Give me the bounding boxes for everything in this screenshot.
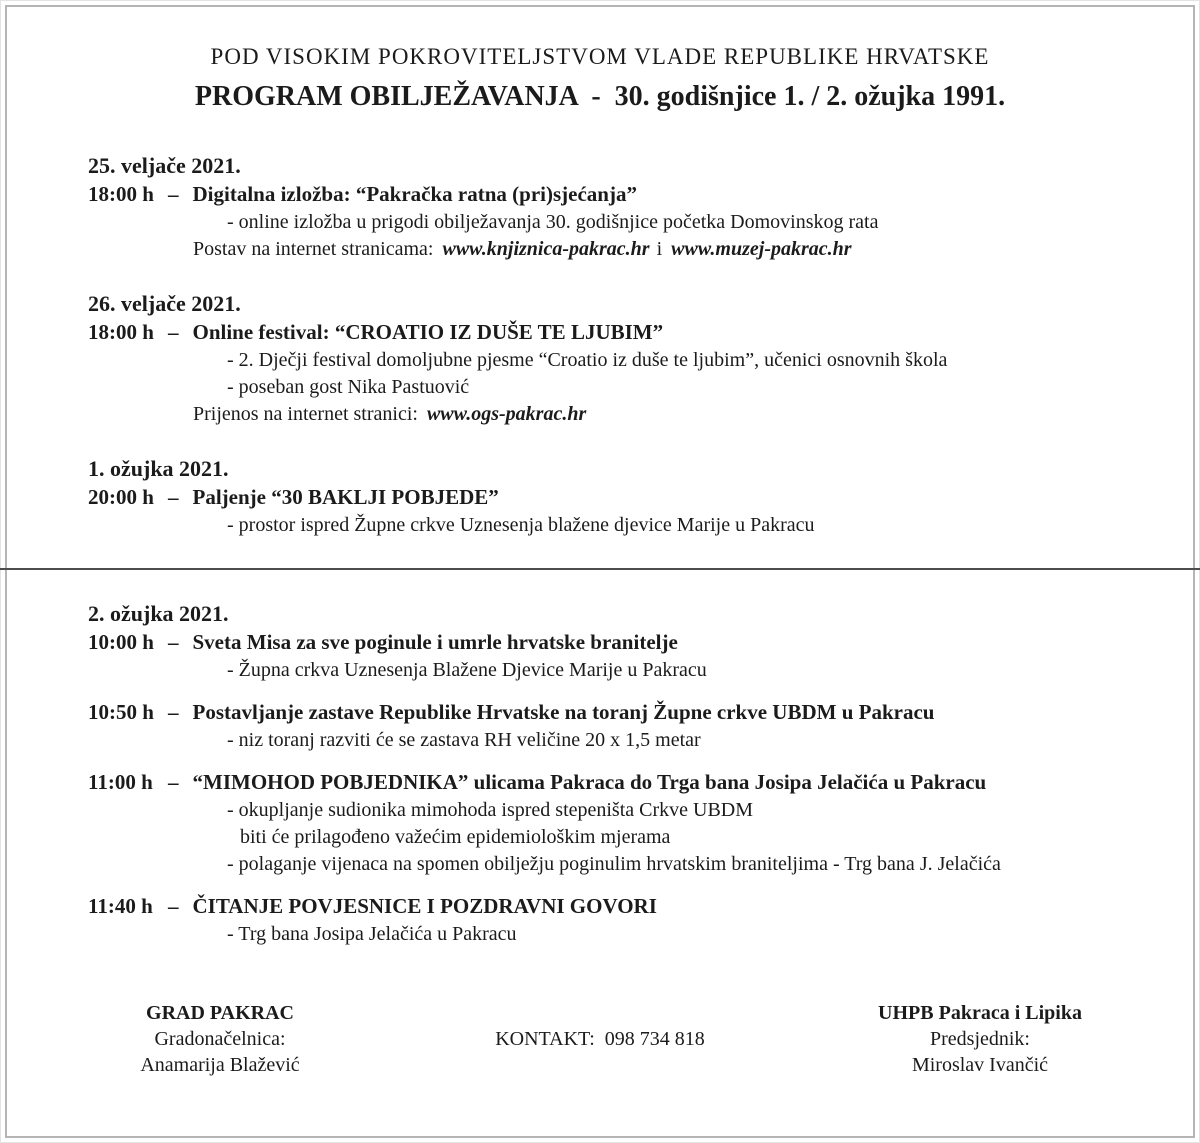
event-time: 20:00 h [88,485,154,509]
dash-separator: – [168,770,179,794]
website-note [193,401,1200,428]
event-time: 11:40 h [88,894,153,918]
event-block [0,318,1200,428]
date-heading: 1. ožujka 2021. [88,456,229,481]
website-url: www.knjiznica-pakrac.hr [442,238,650,260]
role-title: Predsjednik: [930,1028,1030,1050]
event-block [0,698,1200,754]
date-heading: 25. veljače 2021. [88,153,241,178]
note-separator: i [656,238,663,260]
website-url: www.muzej-pakrac.hr [671,238,852,260]
event-detail: - okupljanje sudionika mimohoda ispred stepeništa Crkve UBDM [227,799,754,821]
event-time: 10:00 h [88,630,154,654]
dash-separator: – [168,320,179,344]
person-name: Anamarija Blažević [140,1054,300,1076]
event-time: 18:00 h [88,320,154,344]
program-body [0,151,1200,948]
event-detail: - polaganje vijenaca na spomen obilježju poginulim hrvatskim braniteljima - Trg bana J. Jelačića [227,853,1001,875]
note-prefix: Prijenos na internet stranici: [193,403,418,425]
section-26-veljace [0,289,1200,428]
org-name: GRAD PAKRAC [146,1002,294,1024]
event-row [88,628,1200,657]
role-title: Gradonačelnica: [154,1028,286,1050]
event-title: Paljenje “30 BAKLJI POBJEDE” [192,485,499,509]
event-block [0,483,1200,539]
website-note [193,236,1200,263]
dash-separator: – [168,630,179,654]
event-title: Sveta Misa za sve poginule i umrle hrvatske branitelje [192,630,678,654]
patronage-line: POD VISOKIM POKROVITELJSTVOM VLADE REPUBLIKE HRVATSKE [210,44,990,69]
person-name: Miroslav Ivančić [911,1054,1049,1076]
event-detail: - prostor ispred Župne crkve Uznesenja blažene djevice Marije u Pakracu [227,514,815,536]
event-detail-continuation: biti će prilagođeno važećim epidemiološkim mjerama [240,826,671,848]
dash-separator: – [168,894,179,918]
date-heading: 26. veljače 2021. [88,291,241,316]
section-25-veljace [0,151,1200,263]
footer-contact-column [440,1026,760,1052]
event-title: Postavljanje zastave Republike Hrvatske na toranj Župne crkve UBDM u Pakracu [192,700,935,724]
event-block [0,628,1200,684]
event-detail: - Trg bana Josipa Jelačića u Pakracu [227,923,517,945]
event-row [88,768,1200,797]
event-title: Online festival: “CROATIO IZ DUŠE TE LJUBIM” [192,320,664,344]
event-title: “MIMOHOD POBJEDNIKA” ulicama Pakraca do Trga bana Josipa Jelačića u Pakracu [192,770,987,794]
dash-separator: – [168,700,179,724]
event-row [88,180,1200,209]
section-2-ozujka [0,599,1200,948]
event-row [88,698,1200,727]
dash-separator: – [168,182,179,206]
event-detail: - poseban gost Nika Pastuović [227,376,470,398]
section-divider-line [0,568,1200,570]
contact-line: KONTAKT: 098 734 818 [495,1028,705,1050]
footer-city-column [0,1000,440,1078]
event-detail: - niz toranj razviti će se zastava RH veličine 20 x 1,5 metar [227,729,701,751]
note-prefix: Postav na internet stranicama: [193,238,434,260]
website-url: www.ogs-pakrac.hr [426,403,587,425]
event-block [0,180,1200,263]
section-1-ozujka [0,454,1200,539]
event-row [88,318,1200,347]
dash-separator: – [168,485,179,509]
header [0,0,1200,115]
event-title: Digitalna izložba: “Pakračka ratna (pri)sjećanja” [192,182,637,206]
event-time: 18:00 h [88,182,154,206]
event-detail: - 2. Dječji festival domoljubne pjesme “Croatio iz duše te ljubim”, učenici osnovnih škola [227,349,948,371]
event-row [88,892,1200,921]
event-time: 10:50 h [88,700,154,724]
page-title: PROGRAM OBILJEŽAVANJA - 30. godišnjice 1. / 2. ožujka 1991. [194,81,1006,112]
org-name: UHPB Pakraca i Lipika [878,1002,1082,1024]
event-block [0,768,1200,878]
event-detail: - Župna crkva Uznesenja Blažene Djevice Marije u Pakracu [227,659,707,681]
footer [0,1000,1200,1078]
event-row [88,483,1200,512]
event-title: ČITANJE POVJESNICE I POZDRAVNI GOVORI [192,894,657,918]
event-time: 11:00 h [88,770,153,794]
event-detail: - online izložba u prigodi obilježavanja 30. godišnjice početka Domovinskog rata [227,211,879,233]
event-block [0,892,1200,948]
date-heading: 2. ožujka 2021. [88,601,229,626]
footer-association-column [760,1000,1200,1078]
